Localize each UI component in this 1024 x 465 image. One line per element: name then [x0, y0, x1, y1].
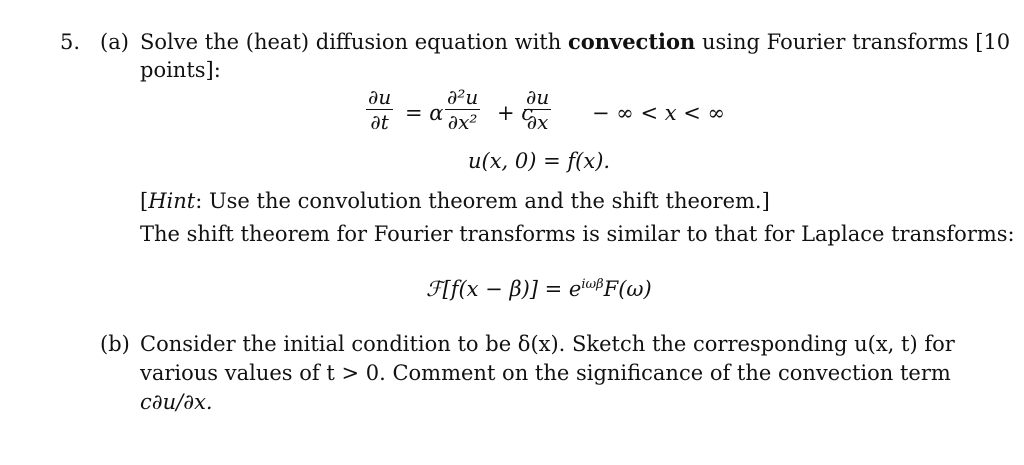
equals-alpha: = α: [405, 101, 444, 125]
part-a-line1-bold: convection: [567, 29, 696, 54]
part-a-line1-post: using Fourier transforms [10: [695, 30, 1011, 54]
shift-formula-lhs: ℱ[f(x − β)] = e: [426, 277, 582, 301]
part-a-label: (a): [100, 30, 129, 54]
part-b-line2: various values of t > 0. Comment on the significance of the convection term: [140, 361, 951, 385]
equation-lhs-fraction: [366, 86, 393, 133]
rhs2-denominator: ∂x: [526, 110, 549, 134]
hint-open-bracket: [: [140, 189, 149, 213]
rhs2-numerator: ∂u: [526, 85, 550, 109]
hint-text: : Use the convolution theorem and the shift theorem.]: [195, 189, 770, 213]
shift-theorem-note: The shift theorem for Fourier transforms is similar to that for Laplace transforms:: [140, 222, 1015, 246]
shift-theorem-formula: [426, 277, 652, 301]
shift-formula-rhs: F(ω): [603, 277, 652, 301]
part-b-line3: c∂u/∂x.: [140, 390, 213, 414]
equation-first-derivative-fraction: [524, 86, 551, 133]
equation-domain: − ∞ < x < ∞: [592, 101, 725, 125]
part-a-line1-pre: Solve the (heat) diffusion equation with: [140, 30, 568, 54]
initial-condition: u(x, 0) = f(x).: [468, 149, 611, 173]
rhs1-numerator: ∂²u: [447, 85, 479, 109]
plus-c: + c: [497, 101, 534, 125]
shift-formula-exponent: iωβ: [581, 277, 604, 292]
part-a-line1: [140, 30, 1010, 54]
rhs1-denominator: ∂x²: [447, 110, 478, 134]
part-b-label: (b): [100, 332, 130, 356]
hint-line: [140, 189, 770, 213]
problem-number: 5.: [60, 30, 81, 54]
lhs-numerator: ∂u: [368, 85, 392, 109]
part-a-line2: points]:: [140, 58, 221, 82]
lhs-denominator: ∂t: [370, 110, 389, 134]
equation-second-derivative-fraction: [445, 86, 480, 133]
part-b-line1: Consider the initial condition to be δ(x). Sketch the corresponding u(x, t) for: [140, 332, 955, 356]
hint-word: Hint: [148, 189, 196, 213]
